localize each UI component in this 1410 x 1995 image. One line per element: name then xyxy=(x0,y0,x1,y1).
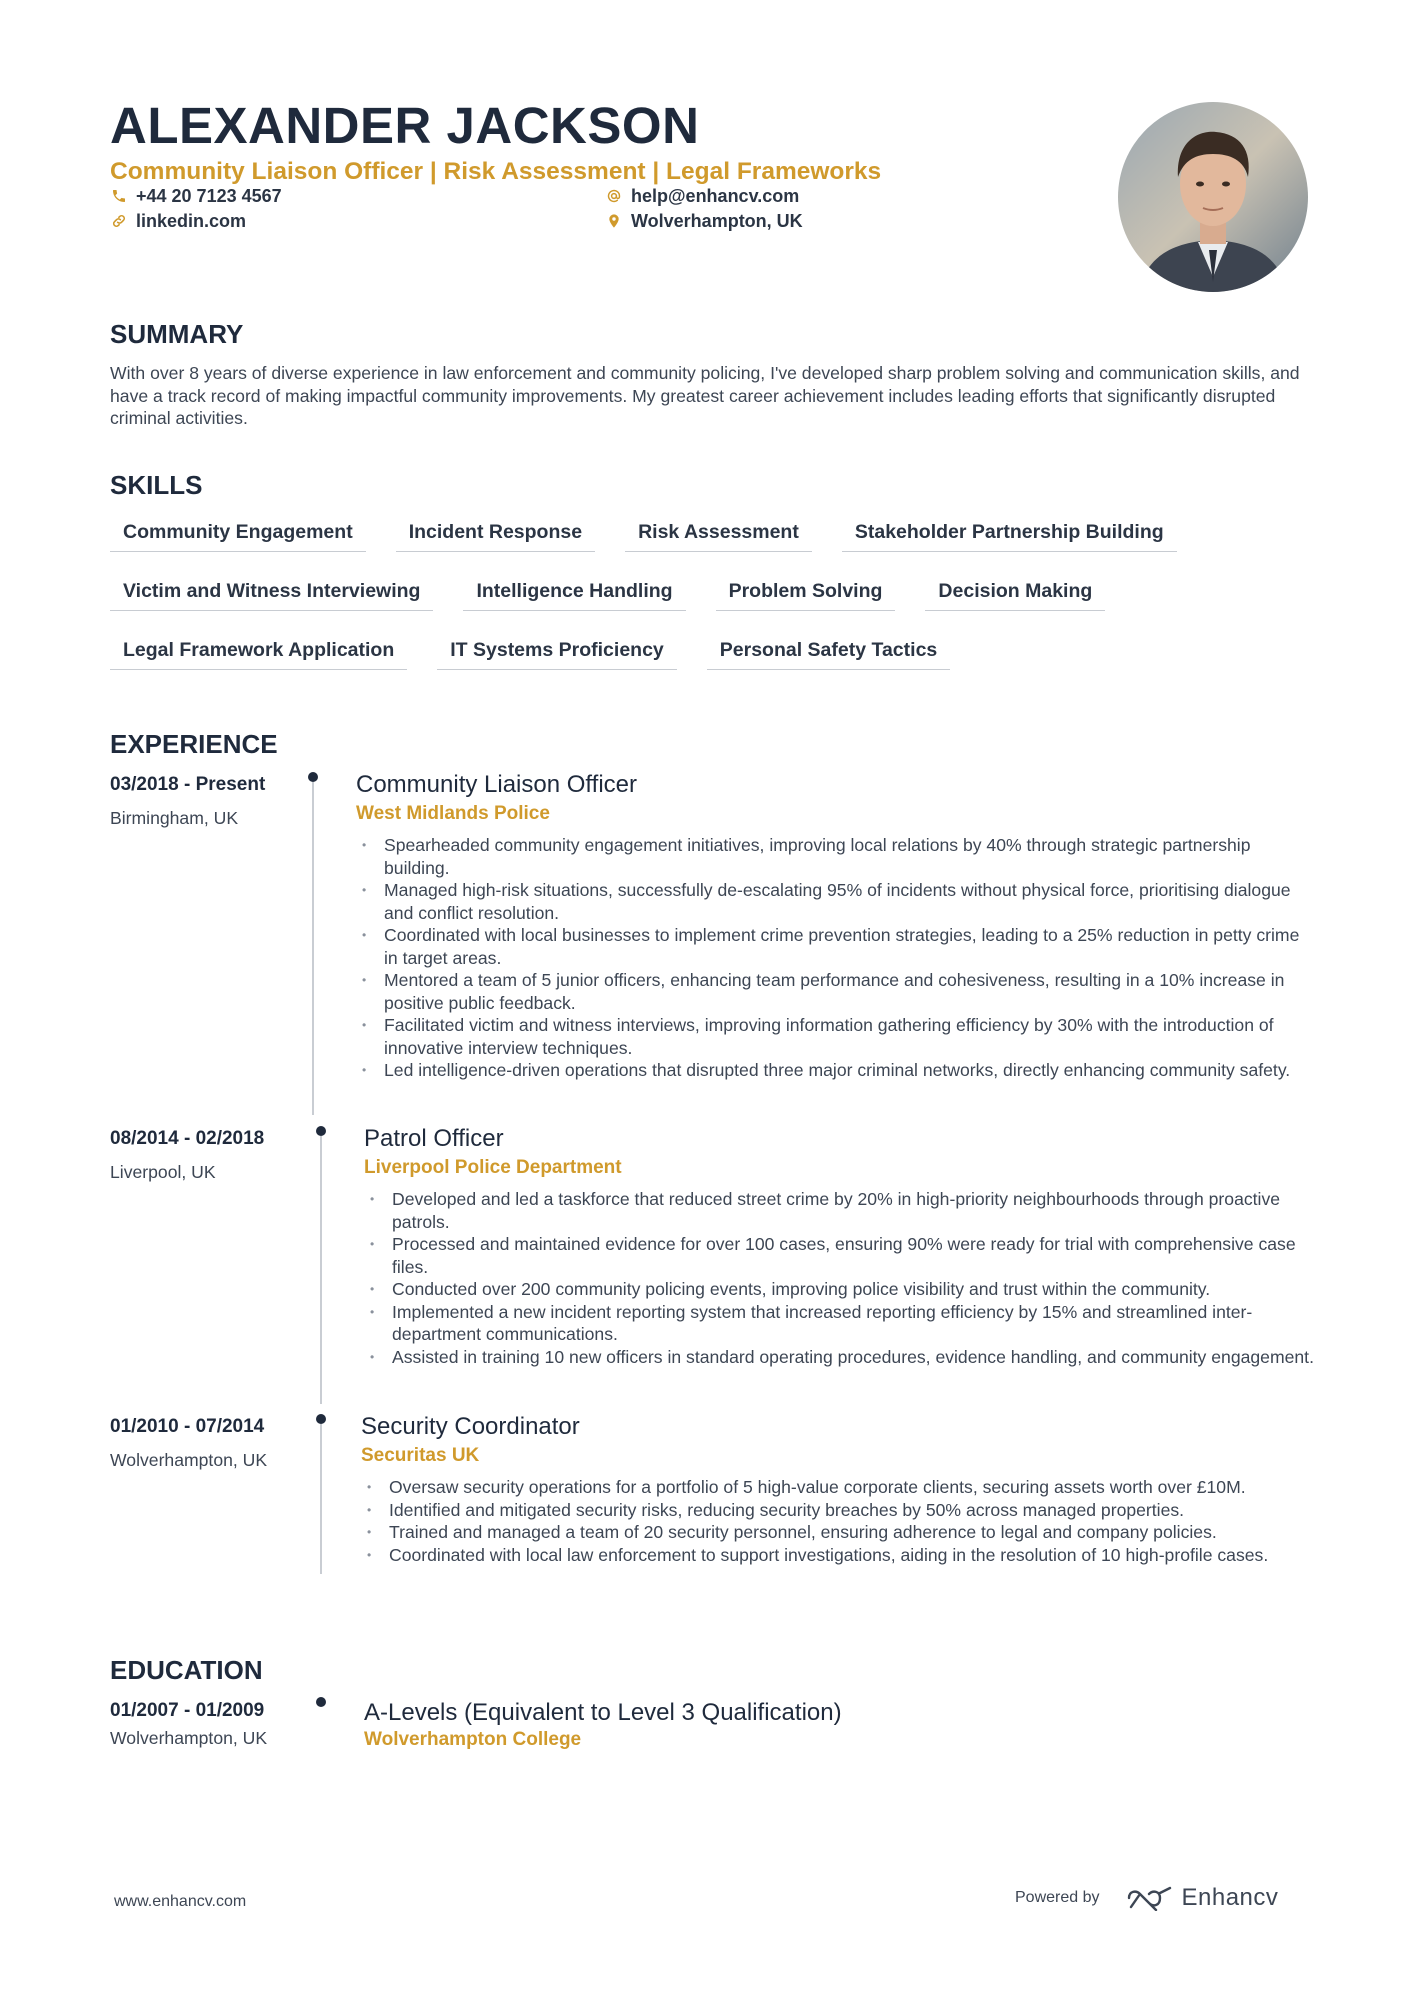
education-degree: A-Levels (Equivalent to Level 3 Qualification) xyxy=(364,1699,842,1726)
experience-heading: EXPERIENCE xyxy=(110,729,278,759)
education-meta xyxy=(110,1699,267,1749)
bullet-item: • Managed high-risk situations, successfully de-escalating 95% of incidents without physical force, prioritising dialogue and conflict resolution. xyxy=(356,879,1306,924)
contact-phone xyxy=(110,184,282,208)
job-meta xyxy=(110,1415,267,1471)
bullet-item: • Conducted over 200 community policing events, improving police visibility and trust within the community. xyxy=(364,1278,1314,1301)
bullet-item: • Processed and maintained evidence for over 100 cases, ensuring 90% were ready for trial with comprehensive case files. xyxy=(364,1233,1314,1278)
bullet-item: • Spearheaded community engagement initiatives, improving local relations by 40% through strategic partnership building. xyxy=(356,834,1306,879)
skills-list xyxy=(110,514,1310,691)
timeline-line xyxy=(320,1424,322,1574)
job-dates: 03/2018 - Present xyxy=(110,774,266,795)
bullet-item: • Oversaw security operations for a portfolio of 5 high-value corporate clients, securing assets worth over £10M. xyxy=(361,1476,1311,1499)
job-entry xyxy=(356,770,1306,1082)
candidate-name: ALEXANDER JACKSON xyxy=(110,97,700,154)
skill-tag: Incident Response xyxy=(396,514,595,552)
phone-text[interactable]: +44 20 7123 4567 xyxy=(136,186,282,206)
job-meta xyxy=(110,1127,264,1183)
education-entry xyxy=(364,1698,1314,1752)
job-bullets xyxy=(364,1188,1314,1368)
skills-row xyxy=(110,573,1310,611)
job-title: Patrol Officer xyxy=(364,1125,504,1152)
timeline-dot xyxy=(316,1697,326,1707)
timeline-dot xyxy=(316,1414,326,1424)
phone-icon xyxy=(110,187,128,205)
bullet-item: • Facilitated victim and witness interviews, improving information gathering efficiency by 30% with the introduction of innovative interview techniques. xyxy=(356,1014,1306,1059)
job-location: Wolverhampton, UK xyxy=(110,1450,268,1470)
skill-tag: Intelligence Handling xyxy=(463,573,685,611)
job-title: Security Coordinator xyxy=(361,1413,580,1440)
education-school: Wolverhampton College xyxy=(364,1729,582,1750)
education-dates: 01/2007 - 01/2009 xyxy=(110,1700,265,1721)
map-pin-icon xyxy=(605,212,623,230)
enhancv-logo[interactable] xyxy=(1126,1884,1279,1912)
job-bullets xyxy=(356,834,1306,1082)
headline: Community Liaison Officer | Risk Assessment | Legal Frameworks xyxy=(110,158,882,185)
bullet-item: • Implemented a new incident reporting system that increased reporting efficiency by 15% and streamlined inter-department communications. xyxy=(364,1301,1314,1346)
location-text: Wolverhampton, UK xyxy=(631,211,803,231)
skill-tag: IT Systems Proficiency xyxy=(437,632,677,670)
job-meta xyxy=(110,773,265,829)
job-bullets xyxy=(361,1476,1311,1566)
job-company: Securitas UK xyxy=(361,1445,480,1466)
at-icon xyxy=(605,187,623,205)
bullet-item: • Trained and managed a team of 20 security personnel, ensuring adherence to legal and company policies. xyxy=(361,1521,1311,1544)
bullet-item: • Coordinated with local law enforcement to support investigations, aiding in the resolution of 10 high-profile cases. xyxy=(361,1544,1311,1567)
education-heading: EDUCATION xyxy=(110,1655,263,1685)
skill-tag: Decision Making xyxy=(925,573,1105,611)
job-company: West Midlands Police xyxy=(356,803,550,824)
bullet-item: • Coordinated with local businesses to implement crime prevention strategies, leading to a 25% reduction in petty crime in target areas. xyxy=(356,924,1306,969)
job-location: Liverpool, UK xyxy=(110,1162,216,1182)
summary-heading: SUMMARY xyxy=(110,319,244,349)
bullet-item: • Mentored a team of 5 junior officers, enhancing team performance and cohesiveness, resulting in a 10% increase in positive public feedback. xyxy=(356,969,1306,1014)
job-location: Birmingham, UK xyxy=(110,808,239,828)
job-company: Liverpool Police Department xyxy=(364,1157,622,1178)
footer-website[interactable]: www.enhancv.com xyxy=(114,1893,247,1910)
email-text[interactable]: help@enhancv.com xyxy=(631,186,800,206)
skill-tag: Stakeholder Partnership Building xyxy=(842,514,1177,552)
contact-linkedin xyxy=(110,209,246,233)
job-dates: 01/2010 - 07/2014 xyxy=(110,1416,265,1437)
summary-text: With over 8 years of diverse experience in law enforcement and community policing, I've developed sharp problem solving and communication skills, and have a track record of making impactful community improvements. My greatest career achievement includes leading efforts that significantly disrupted criminal activities. xyxy=(110,363,1300,428)
linkedin-text[interactable]: linkedin.com xyxy=(136,211,247,231)
skill-tag: Victim and Witness Interviewing xyxy=(110,573,433,611)
link-icon xyxy=(110,212,128,230)
skills-row xyxy=(110,632,1310,670)
skill-tag: Risk Assessment xyxy=(625,514,812,552)
timeline-dot xyxy=(316,1126,326,1136)
education-location: Wolverhampton, UK xyxy=(110,1728,268,1748)
contact-email xyxy=(605,184,799,208)
footer-branding xyxy=(1015,1884,1278,1912)
timeline-dot xyxy=(308,772,318,782)
profile-photo xyxy=(1118,102,1308,292)
bullet-item: • Assisted in training 10 new officers in standard operating procedures, evidence handling, and community engagement. xyxy=(364,1346,1314,1369)
powered-by-label: Powered by xyxy=(1015,1889,1100,1906)
skill-tag: Personal Safety Tactics xyxy=(707,632,951,670)
skill-tag: Legal Framework Application xyxy=(110,632,407,670)
job-entry xyxy=(361,1412,1311,1566)
bullet-item: • Led intelligence-driven operations that disrupted three major criminal networks, directly enhancing community safety. xyxy=(356,1059,1306,1082)
timeline-line xyxy=(320,1136,322,1404)
bullet-item: • Identified and mitigated security risks, reducing security breaches by 50% across managed properties. xyxy=(361,1499,1311,1522)
job-title: Community Liaison Officer xyxy=(356,771,637,798)
timeline-line xyxy=(312,782,314,1115)
skills-row xyxy=(110,514,1310,552)
skills-heading: SKILLS xyxy=(110,470,203,500)
job-entry xyxy=(364,1124,1314,1368)
bullet-item: • Developed and led a taskforce that reduced street crime by 20% in high-priority neighbourhoods through proactive patrols. xyxy=(364,1188,1314,1233)
brand-name: Enhancv xyxy=(1181,1884,1279,1911)
skill-tag: Problem Solving xyxy=(716,573,896,611)
contact-location xyxy=(605,209,803,233)
skill-tag: Community Engagement xyxy=(110,514,366,552)
job-dates: 08/2014 - 02/2018 xyxy=(110,1128,265,1149)
enhancv-logo-icon xyxy=(1126,1885,1172,1911)
